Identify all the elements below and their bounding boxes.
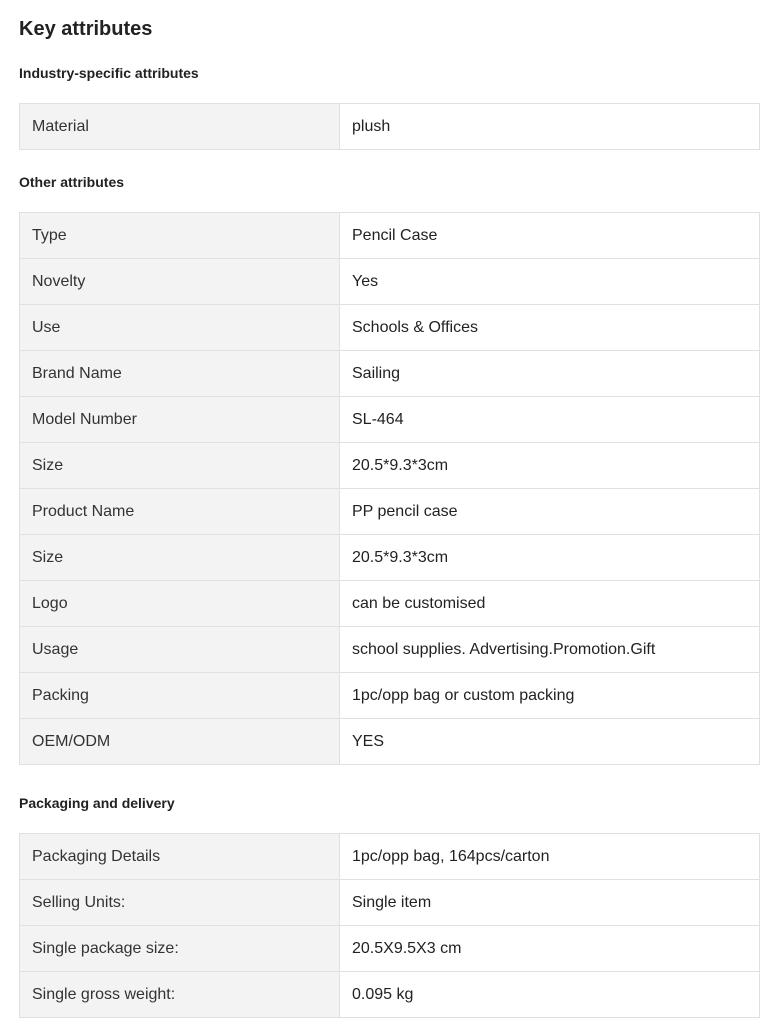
attribute-key: OEM/ODM [20,719,340,765]
attribute-row [20,305,760,351]
industry-attributes-table [19,103,760,150]
attribute-key: Packaging Details [20,834,340,880]
attribute-row [20,397,760,443]
attribute-key: Model Number [20,397,340,443]
attribute-row [20,213,760,259]
attribute-value: can be customised [340,581,760,627]
attribute-key: Size [20,535,340,581]
attribute-key: Brand Name [20,351,340,397]
attribute-value: YES [340,719,760,765]
packaging-attributes-table [19,833,760,1018]
attribute-key: Single gross weight: [20,972,340,1018]
attribute-key: Material [20,104,340,150]
attribute-value: SL-464 [340,397,760,443]
attribute-key: Product Name [20,489,340,535]
attribute-key: Use [20,305,340,351]
attribute-key: Single package size: [20,926,340,972]
attribute-value: 20.5*9.3*3cm [340,535,760,581]
attribute-value: Schools & Offices [340,305,760,351]
attribute-value: 0.095 kg [340,972,760,1018]
attribute-key: Size [20,443,340,489]
attribute-row [20,719,760,765]
section-title-industry: Industry-specific attributes [19,65,199,81]
attribute-row [20,535,760,581]
attribute-row [20,259,760,305]
attribute-value: 20.5*9.3*3cm [340,443,760,489]
attribute-value: Pencil Case [340,213,760,259]
attribute-value: 20.5X9.5X3 cm [340,926,760,972]
attribute-row [20,673,760,719]
attribute-value: school supplies. Advertising.Promotion.Gift [340,627,760,673]
attribute-row [20,834,760,880]
attribute-row [20,104,760,150]
attribute-row [20,627,760,673]
attribute-key: Novelty [20,259,340,305]
page-title: Key attributes [19,18,153,40]
attribute-row [20,443,760,489]
attribute-value: 1pc/opp bag, 164pcs/carton [340,834,760,880]
attribute-key: Logo [20,581,340,627]
attribute-row [20,880,760,926]
section-title-packaging: Packaging and delivery [19,795,175,811]
attribute-row [20,972,760,1018]
attribute-key: Selling Units: [20,880,340,926]
attribute-key: Usage [20,627,340,673]
attribute-value: Yes [340,259,760,305]
attribute-row [20,926,760,972]
attribute-row [20,489,760,535]
attribute-key: Type [20,213,340,259]
attribute-value: Sailing [340,351,760,397]
section-title-other: Other attributes [19,174,125,190]
attribute-value: plush [340,104,760,150]
attribute-value: 1pc/opp bag or custom packing [340,673,760,719]
other-attributes-table [19,212,760,765]
attribute-row [20,351,760,397]
attribute-value: PP pencil case [340,489,760,535]
attribute-row [20,581,760,627]
attribute-value: Single item [340,880,760,926]
attribute-key: Packing [20,673,340,719]
